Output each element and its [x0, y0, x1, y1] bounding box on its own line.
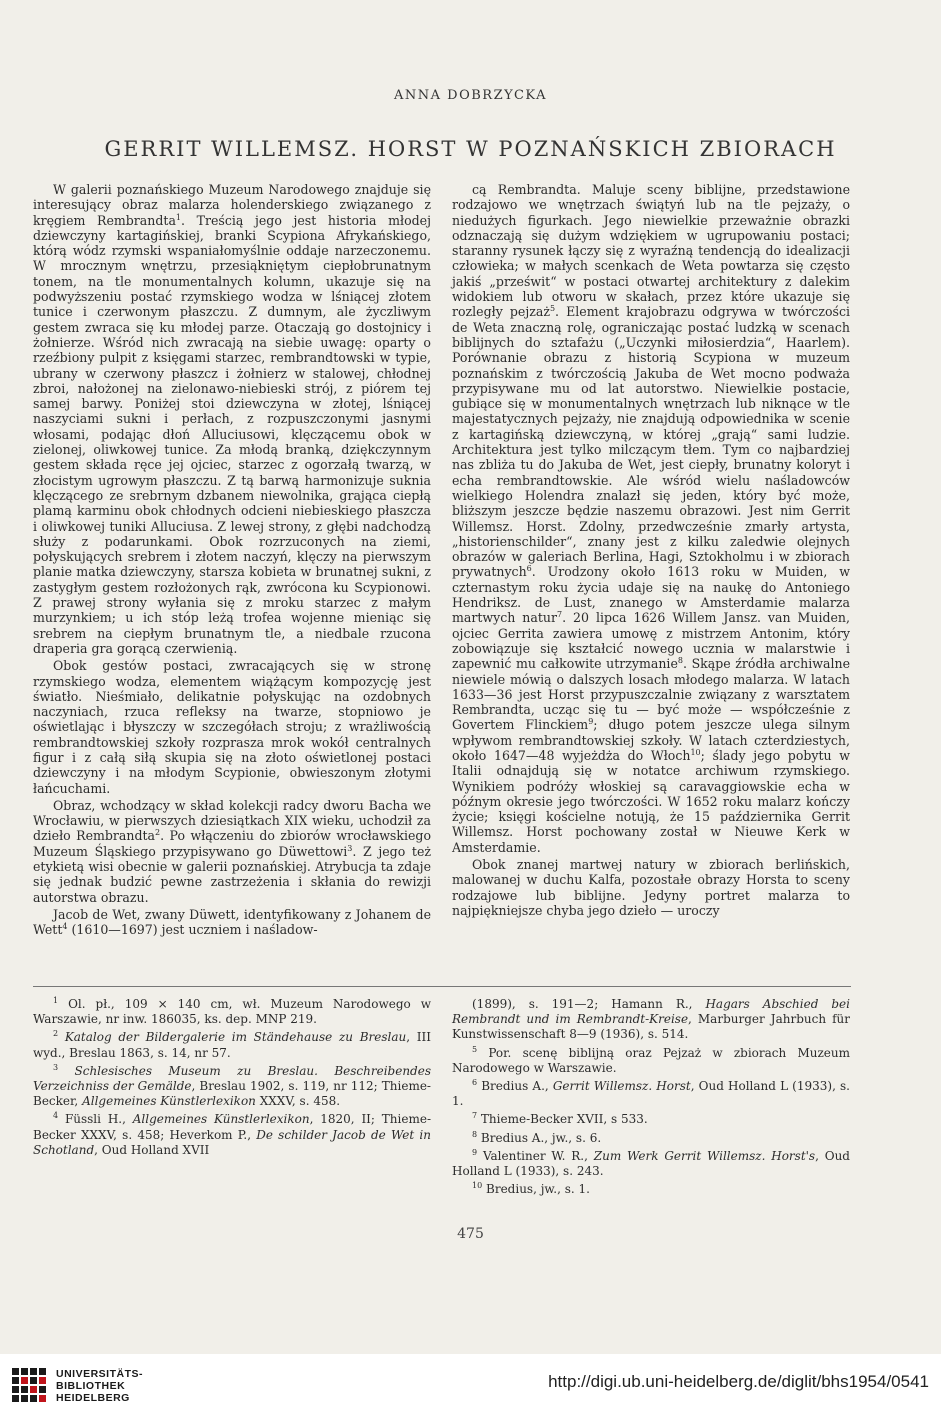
footnote-reference[interactable]: 8 — [677, 656, 683, 666]
footnote-reference[interactable]: 5 — [549, 304, 556, 314]
footnote-reference[interactable]: 6 — [526, 564, 532, 574]
paragraph-text: . 20 lipca 1626 Willem Jansz. van Muiden, ojciec Gerrita zawiera umowę z mistrzem Antonim, który zobowiązuje się kształcić nowego ucznia w malarstwie i zapewnić mu całkowite utrzymanie — [452, 610, 850, 672]
footnote-reference[interactable]: 10 — [690, 747, 701, 757]
body-column-right — [452, 182, 850, 918]
footnote-text: , 1820, II; Thieme-Becker XXXV, s. 458; Heverkom P., — [33, 1112, 431, 1142]
paragraph-text: Obok gestów postaci, zwracających się w stronę rzymskiego wodza, elementem wiążącym kompozycję jest światło. Nieśmiało, delikatnie połyskując na ozdobnych naczyniach, rzuca refleksy na twarze, stopniowo je oświetlając i błyszczy w szczegółach stroju; z wrażliwością rembrandtowskiej szkoły rozprasza mrok wokół centralnych figur i z całą siłą skupia się na złoto oświetlonej postaci dziewczyny i na młodym Scypionie, obwieszonym złotymi łańcuchami. — [33, 658, 431, 796]
footnote-title: Allgemeines Künstlerlexikon — [82, 1094, 256, 1109]
footnote-title: Zum Werk Gerrit Willemsz. Horst's — [593, 1148, 816, 1163]
footnote-text: Bredius A., jw., s. 6. — [480, 1130, 602, 1145]
paragraph-text: . Urodzony około 1613 roku w Muiden, w czternastym roku życia udaje się na naukę do Antoniego Hendriksz. de Lust, znanego w Amsterdamie malarza martwych natur — [452, 564, 850, 626]
footnote-reference[interactable]: 1 — [175, 212, 182, 222]
paragraph-text: . Po włączeniu do zbiorów wrocławskiego Muzeum Śląskiego przypisywano go Düwettowi — [33, 828, 432, 859]
body-paragraph — [452, 857, 850, 918]
library-name — [56, 1368, 143, 1404]
footnotes-column-right — [452, 997, 850, 1200]
footnote-reference[interactable]: 3 — [347, 843, 353, 853]
footnote-reference[interactable]: 4 — [62, 922, 68, 932]
paragraph-text: Obraz, wchodzący w skład kolekcji radcy dworu Bacha we Wrocławiu, w pierwszych dziesiątkach XIX wieku, uchodził za dzieło Rembrandta — [33, 797, 431, 844]
footnote-number: 9 — [472, 1147, 478, 1157]
paragraph-text: Obok znanej martwej natury w zbiorach berlińskich, malowanej w duchu Kalfa, pozostałe obrazy Horsta to sceny rodzajowe lub biblijne. Jedyny portret malarza to najpiękniejsze chyba jego dzieło — uroczy — [452, 857, 850, 918]
footnote — [33, 1112, 431, 1158]
article-author: ANNA DOBRZYCKA — [394, 88, 547, 103]
footnote-text: Füssli H., — [64, 1112, 133, 1127]
footnote-text: Bredius A., — [481, 1079, 553, 1094]
footnote-text: , Oud Holland L (1933), s. 1. — [452, 1079, 850, 1109]
paragraph-text: Jacob de Wet, zwany Düwett, identyfikowany z Johanem de Wett — [33, 906, 431, 938]
footnote-number: 7 — [472, 1111, 478, 1121]
footnote-reference[interactable]: 2 — [155, 828, 161, 838]
library-name-line: HEIDELBERG — [56, 1392, 130, 1404]
footnote-number: 2 — [53, 1029, 59, 1039]
footnote-reference[interactable]: 9 — [588, 717, 594, 727]
footnote — [33, 1030, 431, 1060]
footnote-title: Katalog der Bildergalerie im Ständehause zu Breslau — [64, 1030, 407, 1045]
permalink-url[interactable]: http://digi.ub.uni-heidelberg.de/diglit/bhs1954/0541 — [548, 1372, 929, 1391]
footnote-text: Valentiner W. R., — [482, 1148, 594, 1163]
footnotes-column-left — [33, 997, 431, 1161]
footnote-text: (1899), s. 191—2; Hamann R., — [472, 997, 706, 1011]
footnote-text: , Marburger Jahrbuch für Kunstwissenschaft 8—9 (1936), s. 514. — [452, 1012, 850, 1042]
footnote — [452, 1079, 850, 1109]
footnote-title: De schilder Jacob de Wet in Schotland — [33, 1127, 431, 1157]
body-paragraph — [33, 658, 431, 796]
footnote-text: Por. scenę biblijną oraz Pejzaż w zbiorach Muzeum Narodowego w Warszawie. — [452, 1045, 850, 1075]
footnote-text: Bredius, jw., s. 1. — [486, 1182, 590, 1197]
footnote-number: 1 — [53, 996, 59, 1005]
body-column-left — [33, 182, 431, 938]
footnote-text: , Oud Holland XVII — [94, 1142, 210, 1157]
paragraph-text: W galerii poznańskiego Muzeum Narodowego znajduje się interesujący obraz malarza holenderskiego związanego z kręgiem Rembrandta — [33, 182, 431, 228]
footnote-text: , III wyd., Breslau 1863, s. 14, nr 57. — [33, 1030, 431, 1060]
footnote-title: Allgemeines Künstlerlexikon — [132, 1112, 310, 1127]
footnote-number: 5 — [472, 1044, 478, 1054]
body-paragraph — [33, 798, 431, 905]
footnote — [452, 1182, 850, 1197]
university-library-logo-icon — [10, 1366, 50, 1406]
body-paragraph — [33, 182, 431, 656]
footnote-number: 4 — [53, 1111, 59, 1121]
footnote-text: , Breslau 1902, s. 119, nr 112; Thieme-Becker, — [33, 1079, 431, 1109]
library-name-line: UNIVERSITÄTS- — [56, 1368, 144, 1380]
paragraph-text: (1610—1697) jest uczniem i naśladow- — [67, 922, 318, 938]
footnote — [452, 1112, 850, 1127]
footnote-text: Ol. pł., 109 × 140 cm, wł. Muzeum Narodowego w Warszawie, nr inw. 186035, ks. dep. MNP 219. — [33, 997, 431, 1027]
article-title: GERRIT WILLEMSZ. HORST W POZNAŃSKICH ZBIORACH — [104, 137, 837, 161]
footnote-number: 3 — [53, 1062, 59, 1072]
footnote — [452, 997, 850, 1043]
paragraph-text: . Element krajobrazu odgrywa w twórczości de Weta znaczną rolę, ograniczając postać ludzką w scenach biblijnych do sztafażu („Uczynki miłosierdzia“, Haarlem). Porównanie obrazu z historią Scypiona w muzeum poznańskim z twórczością Jakuba de Wet mocno podważa przypisywane mu od lat autorstwo. Niewielkie postacie, gubiące się w monumentalnych wnętrzach lub niknące w tle majestatycznych pejzaży, nie znajdują odpowiednika w scenie z kartagińską dziewczyną, w której „grają“ sami ludzie. Architektura jest tylko milczącym tłem. Tym co najbardziej nas zbliża tu do Jakuba de Wet, jest ciepły, brunatny koloryt i echa rembrandtowskie. Ale wśród wielu naśladowców wielkiego Holendra znalazł się jeden, który być może, bliższym jeszcze będzie naszemu obrazowi. Jest nim Gerrit Willemsz. Horst. Zdolny, przedwcześnie zmarły artysta, „historienschilder“, znany jest z kilku zaledwie olejnych obrazów w galeriach Berlina, Hagi, Sztokholmu i w zbiorach prywatnych — [452, 304, 850, 580]
paragraph-text: . Treścią jego jest historia młodej dziewczyny kartagińskiej, branki Scypiona Afrykańskiego, którą wódz rzymski wspaniałomyślnie oddaje narzeczonemu. W mrocznym wnętrzu, przesiąkniętym ciepłobrunatnym tonem, na tle monumentalnych kolumn, ukazuje się na podwyższeniu postać rzymskiego wodza w lśniącej złotem tunice i czerwonym płaszczu. Z dumnym, ale życzliwym gestem zwraca się ku młodej parze. Otaczają go dostojnicy i żołnierze. Wśród nich zwracają na siebie uwagę: oparty o rzeźbiony pulpit z księgami starzec, rembrandtowski w typie, ubrany w czerwony płaszcz i żołnierz w stalowej, chłodnej zbroi, nałożonej na zielonawo-niebieski strój, z piórem tej samej barwy. Poniżej stoi dziewczyna w złotej, lśniącej naszyciami sukni i perłach, z rozpuszczonymi jasnymi włosami, podając dłoń Alluciusowi, klęczącemu obok w zielonej, oliwkowej tunice. Za młodą branką, dziękczynnym gestem składa ręce jej ojciec, starzec z ogorzałą twarzą, w złocistym ugrowym płaszczu. Z tą barwą harmonizuje suknia klęczącego ze srebrnym dzbanem niewolnika, grająca ciepłą plamą karminu obok chłodnych odcieni niebieskiego płaszcza i oliwkowej tuniki Alluciusa. Z lewej strony, z głębi nadchodzą służy z podarunkami. Obok rozrzuconych na ziemi, połyskujących srebrem i złotem naczyń, klęczy na pierwszym planie matka dziewczyny, starsza kobieta w brunatnej sukni, z zastygłym gestem rozłożonych rąk, zwrócona ku Scypionowi. Z prawej strony wyłania się z mroku starzec z małym murzynkiem; u ich stóp leżą trofea wojenne mieniąc się srebrem na ciepłym brunatnym tle, a niedbale rzucona draperia gra gorącą czerwienią. — [33, 212, 431, 656]
footnote — [452, 1131, 850, 1146]
paragraph-text: ; długo potem jeszcze ulega silnym wpływom rembrandtowskiej szkoły. W latach czterdziestych, około 1647—48 wyjeżdża do Włoch — [452, 717, 850, 763]
footnote-number: 8 — [472, 1129, 478, 1139]
footnote-text: , Oud Holland L (1933), s. 243. — [452, 1148, 850, 1179]
paragraph-text: . Skąpe źródła archiwalne niewiele mówią o dalszych losach młodego malarza. W latach 1633—36 jest Horst przypuszczalnie związany z warsztatem Rembrandta, ucząc się tu — być może — współcześnie z Govertem Flinckiem — [452, 656, 850, 733]
body-paragraph — [33, 907, 431, 938]
paragraph-text: ; ślady jego pobytu w Italii odnajdują się w notatce archiwum rzymskiego. Wynikiem podróży włoskiej są caravaggiowskie echa w późnym okresie jego twórczości. W 1652 roku malarz kończy życie; księgi kościelne notują, że 15 października Gerrit Willemsz. Horst pochowany został w Nieuwe Kerk w Amsterdamie. — [452, 747, 850, 855]
footnote-divider — [33, 986, 851, 987]
footnote — [33, 997, 431, 1027]
page-number: 475 — [457, 1226, 484, 1242]
footnote-number: 6 — [472, 1078, 478, 1088]
library-name-line: BIBLIOTHEK — [56, 1380, 126, 1392]
footnote-text: Thieme-Becker XVII, s 533. — [480, 1112, 648, 1127]
footnote — [452, 1046, 850, 1076]
footnote-text: XXXV, s. 458. — [255, 1094, 341, 1109]
paragraph-text: . Z jego też etykietą wisi obecnie w galerii poznańskiej. Atrybucja ta zdaje się jednak budzić pewne zastrzeżenia i skłania do rewizji autorstwa obrazu. — [33, 843, 432, 905]
footnote — [33, 1064, 431, 1110]
footnote-title: Hagars Abschied bei Rembrandt und im Rembrandt-Kreise — [452, 997, 850, 1027]
footnote — [452, 1149, 850, 1179]
footnote-title: Gerrit Willemsz. Horst — [552, 1079, 691, 1094]
library-footer — [0, 1354, 941, 1420]
footnote-number: 10 — [472, 1181, 483, 1191]
footnote-title: Schlesisches Museum zu Breslau. Beschreibendes Verzeichniss der Gemälde — [33, 1063, 431, 1094]
footnote-reference[interactable]: 7 — [557, 610, 563, 620]
paragraph-text: cą Rembrandta. Maluje sceny biblijne, przedstawione rodzajowo we wnętrzach świątyń lub na tle pejzaży, o niedużych figurkach. Jego niewielkie przeważnie obrazki odznaczają się dużym wdziękiem w ugrupowaniu postaci; staranny rysunek łączy się z wyraźną tendencją do idealizacji człowieka; w małych scenkach de Weta powtarza się często jakiś „prześwit“ w postaci otwartej architektury z dalekim widokiem lub otworu w skałach, przez które ukazuje się rozległy pejzaż — [452, 182, 850, 320]
body-paragraph — [452, 182, 850, 855]
